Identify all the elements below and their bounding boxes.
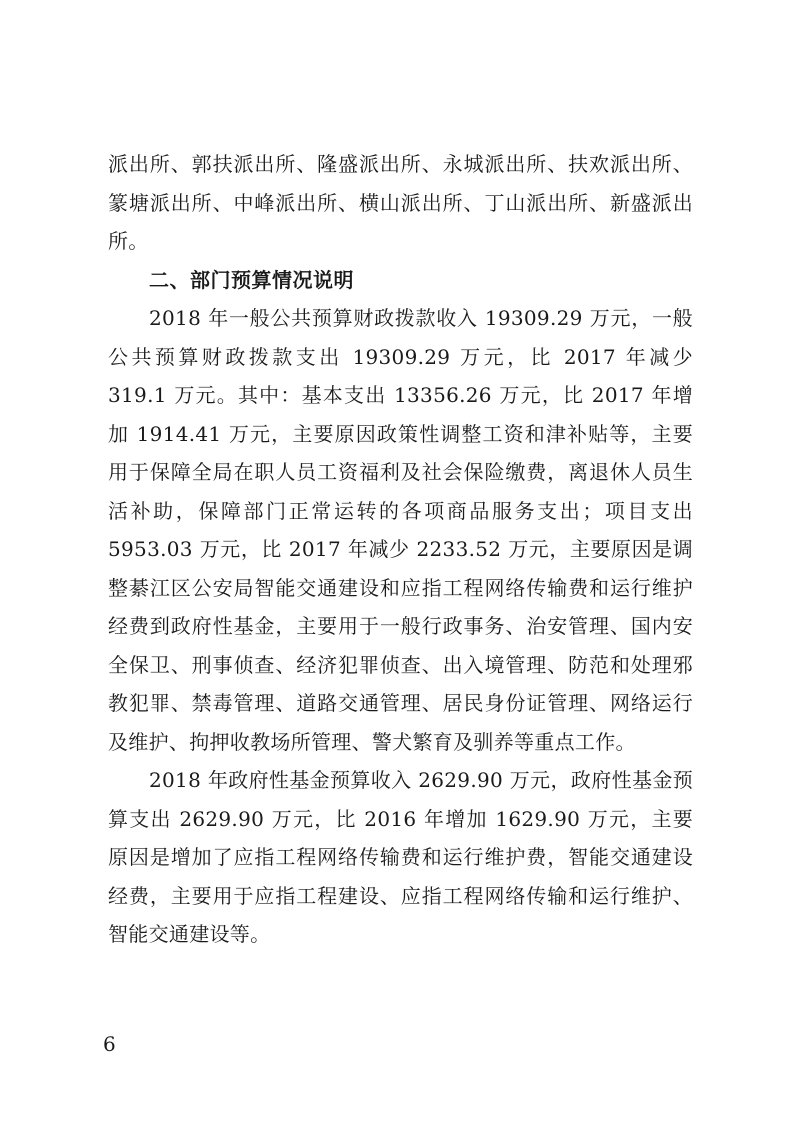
budget-paragraph-general: 2018 年一般公共预算财政拨款收入 19309.29 万元，一般公共预算财政拨款支出 19309.29 万元，比 2017 年减少 319.1 万元。其中：基本支出 13356.26 万元，比 2017 年增加 1914.41 万元，主要原因政策性调整工资和津补贴等，主要用于保障全局在职人员工资福利及社会保险缴费，离退休人员生活补助，保障部门正常运转的各项商品服务支出；项目支出 5953.03 万元，比 2017 年减少 2233.52 万元，主要原因是调整綦江区公安局智能交通建设和应指工程网络传输费和运行维护经费到政府性基金，主要用于一般行政事务、治安管理、国内安全保卫、刑事侦查、经济犯罪侦查、出入境管理、防范和处理邪教犯罪、禁毒管理、道路交通管理、居民身份证管理、网络运行及维护、拘押收教场所管理、警犬繁育及驯养等重点工作。 <box>108 306 693 754</box>
page-body <box>108 145 693 954</box>
section-heading: 二、部门预算情况说明 <box>149 267 354 292</box>
budget-paragraph-fund: 2018 年政府性基金预算收入 2629.90 万元，政府性基金预算支出 2629.90 万元，比 2016 年增加 1629.90 万元，主要原因是增加了应指工程网络传输费和运行维护费，智能交通建设经费，主要用于应指工程建设、应指工程网络传输和运行维护、智能交通建设等。 <box>108 768 693 946</box>
page-number: 6 <box>103 1032 116 1056</box>
continuation-paragraph: 派出所、郭扶派出所、隆盛派出所、永城派出所、扶欢派出所、篆塘派出所、中峰派出所、横山派出所、丁山派出所、新盛派出所。 <box>108 152 693 253</box>
